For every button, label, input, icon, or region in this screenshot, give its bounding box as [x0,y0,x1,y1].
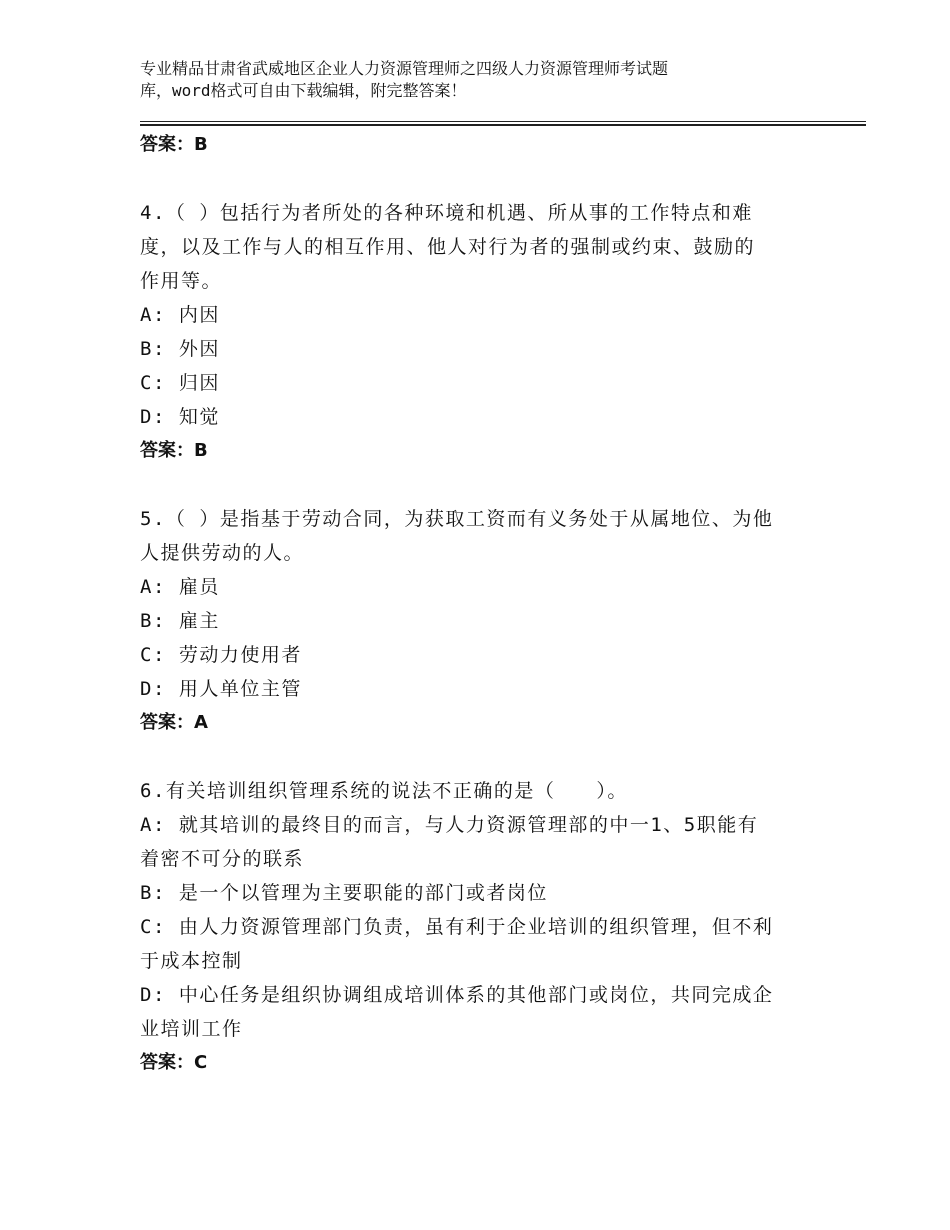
question-6-option-a-line-1: A: 就其培训的最终目的而言，与人力资源管理部的中一1、5职能有 [140,814,759,836]
question-6-option-c-line-2: 于成本控制 [140,950,243,972]
question-6 [140,774,820,1080]
answer-previous: 答案：B [140,134,208,155]
question-4-option-a: A: 内因 [140,304,220,326]
question-5-line-1: 5.（ ）是指基于劳动合同，为获取工资而有义务处于从属地位、为他 [140,508,774,530]
question-6-answer: 答案：C [140,1052,208,1073]
question-6-option-c-line-1: C: 由人力资源管理部门负责，虽有利于企业培训的组织管理，但不利 [140,916,774,938]
question-5 [140,502,820,740]
question-4-line-2: 度，以及工作与人的相互作用、他人对行为者的强制或约束、鼓励的 [140,236,756,258]
question-4 [140,196,820,468]
header-rule-thin [140,121,866,122]
question-6-option-d-line-1: D: 中心任务是组织协调组成培训体系的其他部门或岗位，共同完成企 [140,984,774,1006]
header-rule-thick [140,124,866,126]
document-header [140,58,840,102]
question-4-answer: 答案：B [140,440,208,461]
question-5-answer: 答案：A [140,712,208,733]
question-5-option-d: D: 用人单位主管 [140,678,302,700]
header-line-2: 库，word格式可自由下载编辑，附完整答案！ [140,81,467,100]
question-4-option-b: B: 外因 [140,338,220,360]
question-5-option-a: A: 雇员 [140,576,220,598]
document-body [140,128,820,1080]
question-5-option-c: C: 劳动力使用者 [140,644,302,666]
question-6-option-b: B: 是一个以管理为主要职能的部门或者岗位 [140,882,548,904]
question-6-option-d-line-2: 业培训工作 [140,1018,243,1040]
question-4-line-1: 4.（ ）包括行为者所处的各种环境和机遇、所从事的工作特点和难 [140,202,753,224]
question-4-line-3: 作用等。 [140,270,223,292]
question-4-option-d: D: 知觉 [140,406,220,428]
question-4-option-c: C: 归因 [140,372,220,394]
header-line-1: 专业精品甘肃省武威地区企业人力资源管理师之四级人力资源管理师考试题 [140,59,669,78]
question-6-line-1: 6.有关培训组织管理系统的说法不正确的是（ ）。 [140,780,628,802]
question-6-option-a-line-2: 着密不可分的联系 [140,848,305,870]
question-5-option-b: B: 雇主 [140,610,220,632]
question-5-line-2: 人提供劳动的人。 [140,542,305,564]
